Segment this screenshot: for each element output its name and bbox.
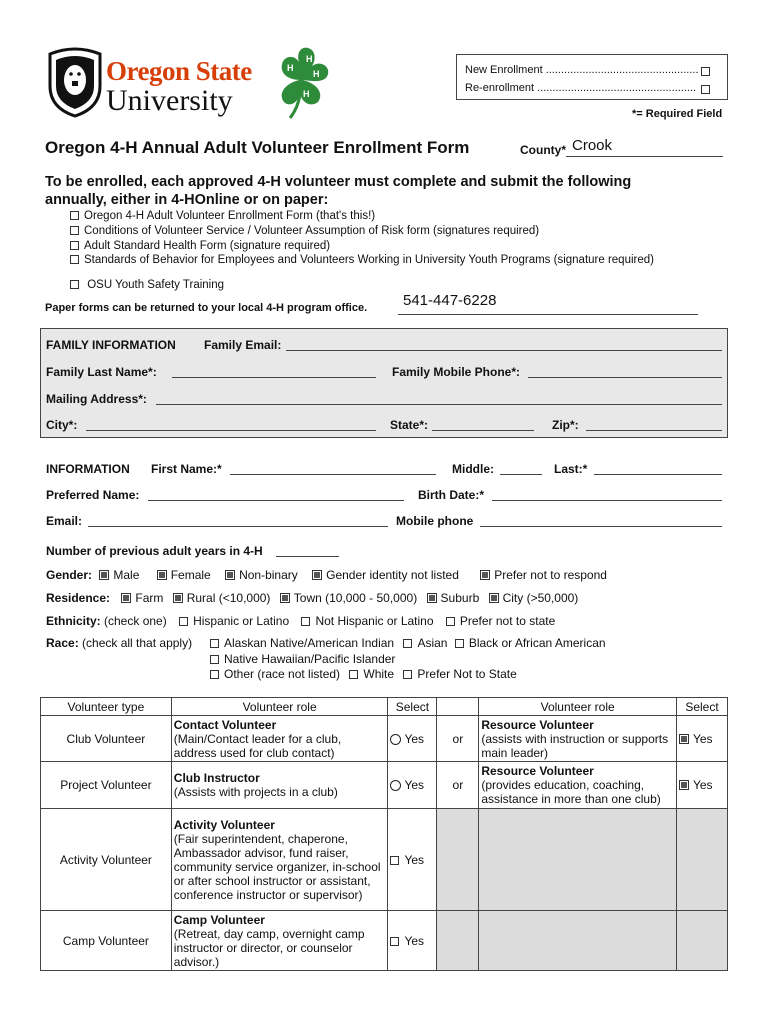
email-input[interactable] (88, 513, 388, 527)
select-cell[interactable]: Yes (388, 809, 437, 911)
volunteer-role-table (40, 697, 728, 971)
volunteer-type-cell: Activity Volunteer (41, 809, 172, 911)
race-white-checkbox[interactable] (349, 670, 358, 679)
family-mobile-label: Family Mobile Phone*: (392, 365, 521, 379)
previous-years-label: Number of previous adult years in 4-H (46, 544, 263, 558)
residence-suburb-checkbox[interactable] (427, 593, 437, 603)
svg-text:H: H (287, 63, 294, 73)
checklist-item[interactable]: Conditions of Volunteer Service / Volunteer Assumption of Risk form (signatures required) (70, 224, 654, 239)
table-row (41, 809, 728, 911)
new-enrollment-checkbox[interactable] (701, 67, 710, 76)
checklist-item[interactable]: Standards of Behavior for Employees and Volunteers Working in University Youth Programs (signature required) (70, 253, 654, 268)
ethnicity-hint: (check one) (104, 614, 167, 628)
family-last-name-input[interactable] (172, 364, 376, 378)
ethnicity-prefer-not-checkbox[interactable] (446, 617, 455, 626)
middle-input[interactable] (500, 461, 542, 475)
race-prefer-not-checkbox[interactable] (403, 670, 412, 679)
table-row (41, 762, 728, 809)
enrollment-type-box (456, 54, 728, 100)
header-or-spacer (437, 698, 479, 716)
gender-male-checkbox[interactable] (99, 570, 109, 580)
mailing-address-input[interactable] (156, 391, 722, 405)
header-volunteer-role-2: Volunteer role (479, 698, 677, 716)
race-hint: (check all that apply) (82, 636, 193, 650)
race-options: Alaskan Native/American Indian Asian Black or African American Native Hawaiian/Pacific Islander Other (race not listed) White Prefer Not to State (210, 636, 606, 683)
volunteer-type-cell: Camp Volunteer (41, 911, 172, 971)
volunteer-type-cell: Club Volunteer (41, 716, 172, 762)
re-enrollment-checkbox[interactable] (701, 85, 710, 94)
volunteer-role-cell: Camp Volunteer (Retreat, day camp, overnight camp instructor or director, or counselor advisor.) (171, 911, 388, 971)
checklist-item[interactable]: Oregon 4-H Adult Volunteer Enrollment Form (that's this!) (70, 209, 654, 224)
mailing-address-label: Mailing Address*: (46, 392, 147, 406)
table-header-row (41, 698, 728, 716)
gender-row: Gender: Male Female Non-binary Gender identity not listed Prefer not to respond (46, 568, 607, 582)
race-alaskan-checkbox[interactable] (210, 639, 219, 648)
ethnicity-hispanic-checkbox[interactable] (179, 617, 188, 626)
table-row (41, 716, 728, 762)
family-email-label: Family Email: (204, 338, 282, 352)
or-cell: or (437, 762, 479, 809)
race-hawaiian-checkbox[interactable] (210, 655, 219, 664)
zip-label: Zip*: (552, 418, 579, 432)
select-checkbox[interactable] (390, 937, 399, 946)
office-phone-field[interactable]: 541-447-6228 (403, 292, 497, 309)
family-mobile-input[interactable] (528, 364, 722, 378)
select-cell[interactable]: Yes (388, 716, 437, 762)
svg-text:H: H (303, 89, 310, 99)
svg-text:H: H (313, 69, 320, 79)
race-label: Race: (46, 636, 79, 650)
family-email-input[interactable] (286, 337, 722, 351)
first-name-label: First Name:* (151, 462, 222, 476)
checklist-checkbox[interactable] (70, 211, 79, 220)
ethnicity-row: Ethnicity: (check one) Hispanic or Latino Not Hispanic or Latino Prefer not to state (46, 614, 556, 628)
information-heading: INFORMATION (46, 462, 130, 476)
residence-row: Residence: Farm Rural (<10,000) Town (10,000 - 50,000) Suburb City (>50,000) (46, 591, 579, 605)
requirements-checklist (70, 209, 654, 268)
svg-text:H: H (306, 54, 313, 64)
state-input[interactable] (432, 417, 534, 431)
header-select: Select (388, 698, 437, 716)
table-row (41, 911, 728, 971)
previous-years-input[interactable] (276, 543, 339, 557)
checklist-checkbox[interactable] (70, 241, 79, 250)
family-last-name-label: Family Last Name*: (46, 365, 157, 379)
race-asian-checkbox[interactable] (403, 639, 412, 648)
new-enrollment-label: New Enrollment .................................................. (465, 64, 699, 76)
birth-date-label: Birth Date:* (418, 488, 485, 502)
header-select-2: Select (676, 698, 727, 716)
select-2-cell[interactable]: Yes (676, 716, 727, 762)
family-info-heading: FAMILY INFORMATION (46, 338, 176, 352)
required-field-note: *= Required Field (632, 108, 723, 120)
residence-farm-checkbox[interactable] (121, 593, 131, 603)
shaded-cell (676, 911, 727, 971)
ethnicity-label: Ethnicity: (46, 614, 101, 628)
osu-logo (44, 46, 274, 118)
select-checkbox[interactable] (679, 780, 689, 790)
volunteer-role-cell: Activity Volunteer (Fair superintendent, chaperone, Ambassador advisor, fund raiser, community service organizer, in-school or after school instructor or assistant, conference instructor or supervisor) (171, 809, 388, 911)
county-field[interactable]: Crook (572, 137, 613, 154)
ethnicity-not-hispanic-checkbox[interactable] (301, 617, 310, 626)
city-label: City*: (46, 418, 78, 432)
last-input[interactable] (594, 461, 722, 475)
osu-name-line1: Oregon State (106, 56, 252, 86)
city-input[interactable] (86, 417, 376, 431)
re-enrollment-row (465, 82, 696, 94)
volunteer-role-2-cell: Resource Volunteer (assists with instruction or supports main leader) (479, 716, 677, 762)
safety-training-checkbox[interactable] (70, 280, 79, 289)
shaded-cell (479, 911, 677, 971)
volunteer-type-cell: Project Volunteer (41, 762, 172, 809)
checklist-item[interactable]: Adult Standard Health Form (signature required) (70, 239, 654, 254)
race-row (46, 636, 192, 650)
beaver-seal-icon (44, 46, 106, 118)
state-label: State*: (390, 418, 429, 432)
preferred-name-input[interactable] (148, 487, 404, 501)
safety-training-item[interactable]: OSU Youth Safety Training (70, 279, 224, 291)
last-label: Last:* (554, 462, 588, 476)
re-enrollment-label: Re-enrollment .................................................... (465, 82, 697, 94)
four-h-clover-logo (268, 44, 334, 123)
mobile-phone-label: Mobile phone (396, 514, 474, 528)
shaded-cell (437, 911, 479, 971)
select-2-cell[interactable]: Yes (676, 762, 727, 809)
county-label: County* (520, 143, 566, 157)
clover-icon (268, 44, 334, 120)
or-cell: or (437, 716, 479, 762)
form-title: Oregon 4-H Annual Adult Volunteer Enrollment Form (45, 138, 470, 157)
shaded-cell (479, 809, 677, 911)
volunteer-role-cell: Club Instructor (Assists with projects in a club) (171, 762, 388, 809)
gender-label: Gender: (46, 568, 93, 582)
middle-label: Middle: (452, 462, 494, 476)
email-label: Email: (46, 514, 83, 528)
select-radio[interactable] (390, 734, 401, 745)
residence-city-checkbox[interactable] (489, 593, 499, 603)
select-cell[interactable]: Yes (388, 911, 437, 971)
paper-forms-label: Paper forms can be returned to your local 4-H program office. (45, 302, 368, 314)
select-checkbox[interactable] (390, 856, 399, 865)
shaded-cell (437, 809, 479, 911)
gender-not-listed-checkbox[interactable] (312, 570, 322, 580)
race-other-checkbox[interactable] (210, 670, 219, 679)
preferred-name-label: Preferred Name: (46, 488, 140, 502)
volunteer-role-2-cell: Resource Volunteer (provides education, coaching, assistance in more than one club) (479, 762, 677, 809)
select-checkbox[interactable] (679, 734, 689, 744)
shaded-cell (676, 809, 727, 911)
race-black-checkbox[interactable] (455, 639, 464, 648)
new-enrollment-row (465, 64, 699, 76)
first-name-input[interactable] (230, 461, 436, 475)
residence-town-checkbox[interactable] (280, 593, 290, 603)
checklist-checkbox[interactable] (70, 226, 79, 235)
header-volunteer-type: Volunteer type (41, 698, 172, 716)
osu-name-line2: University (106, 84, 233, 117)
birth-date-input[interactable] (492, 487, 722, 501)
checklist-checkbox[interactable] (70, 255, 79, 264)
select-radio[interactable] (390, 780, 401, 791)
gender-nonbinary-checkbox[interactable] (225, 570, 235, 580)
gender-prefer-not-checkbox[interactable] (480, 570, 490, 580)
intro-text: To be enrolled, each approved 4-H volunteer must complete and submit the following annually, either in 4-HOnline or on paper: (45, 174, 632, 208)
volunteer-role-cell: Contact Volunteer (Main/Contact leader for a club, address used for club contact) (171, 716, 388, 762)
mobile-phone-input[interactable] (480, 513, 722, 527)
header-volunteer-role: Volunteer role (171, 698, 388, 716)
residence-label: Residence: (46, 591, 111, 605)
select-cell[interactable]: Yes (388, 762, 437, 809)
residence-rural-checkbox[interactable] (173, 593, 183, 603)
zip-input[interactable] (586, 417, 722, 431)
gender-female-checkbox[interactable] (157, 570, 167, 580)
